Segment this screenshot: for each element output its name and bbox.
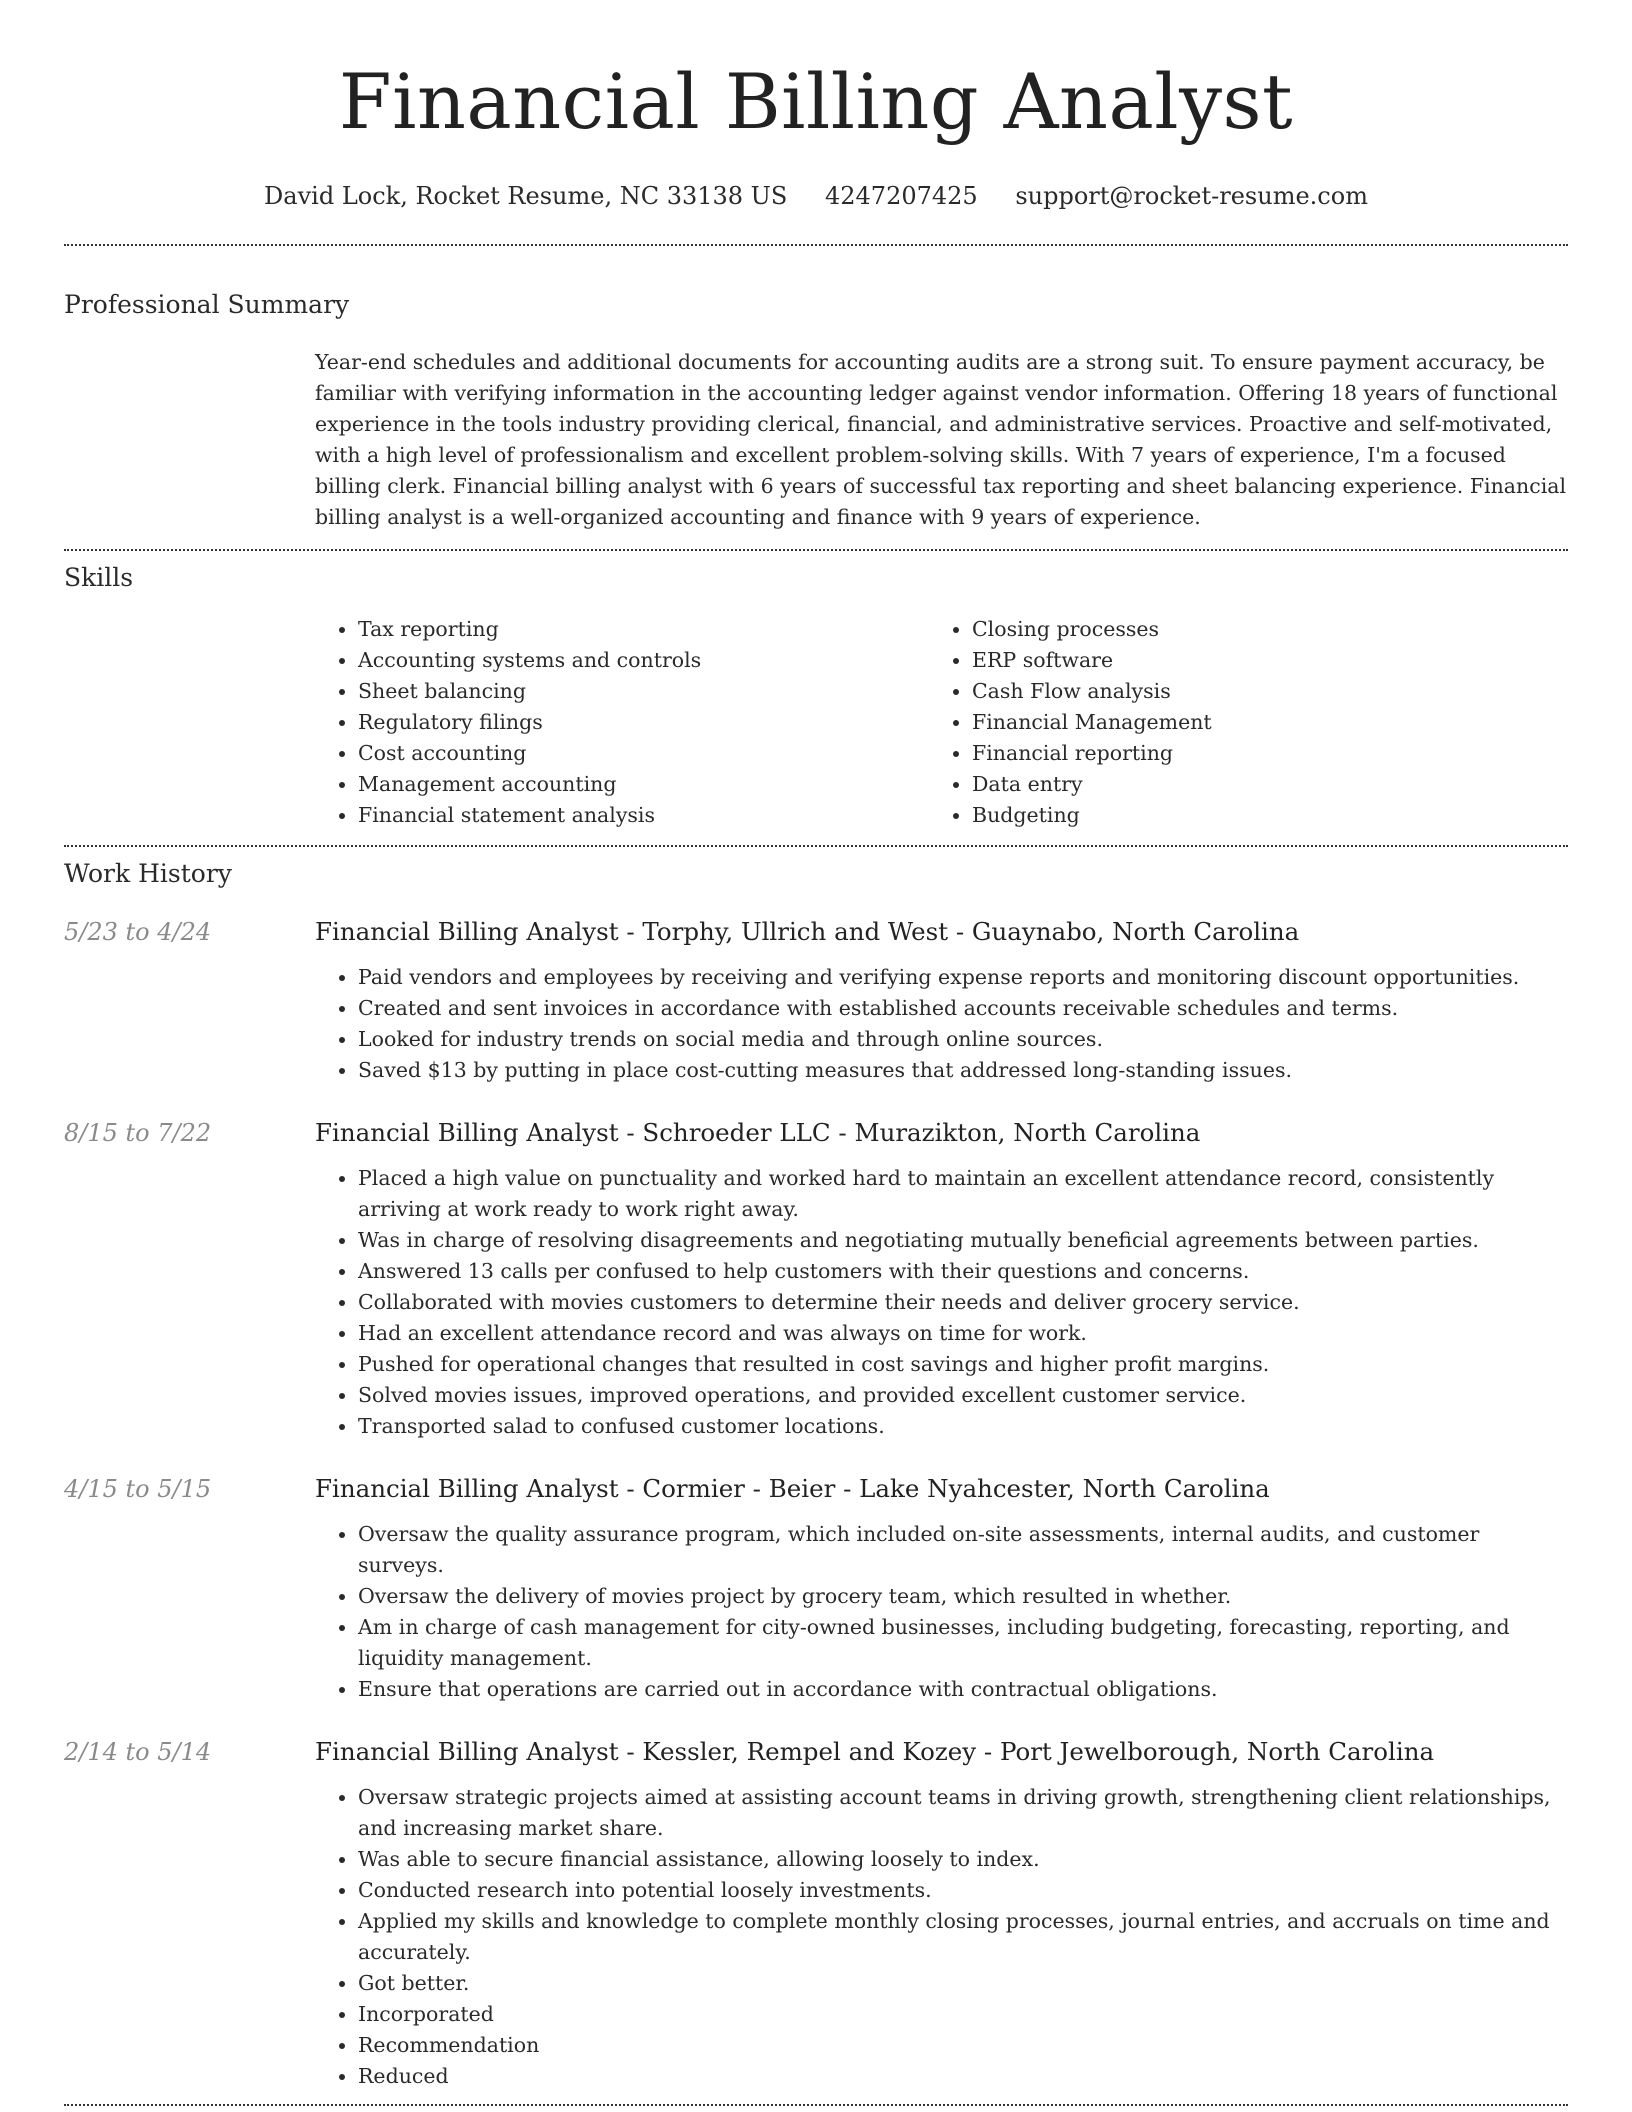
duty-item: • Applied my skills and knowledge to complete monthly closing processes, journal entries, and accruals on time and accurately. [358,1906,1568,1968]
job-body [315,915,1568,1086]
contact-address: David Lock, Rocket Resume, NC 33138 US [264,182,788,210]
contact-phone: 4247207425 [824,182,978,210]
job-entry [64,915,1568,1086]
duty-item: • Answered 13 calls per confused to help customers with their questions and concerns. [358,1256,1568,1287]
job-heading: Financial Billing Analyst - Torphy, Ullrich and West - Guaynabo, North Carolina [315,917,1300,946]
work-history-heading: Work History [64,859,232,888]
duty-item: • Created and sent invoices in accordance with established accounts receivable schedules and terms. [358,993,1568,1024]
duty-item: • Had an excellent attendance record and was always on time for work. [358,1318,1568,1349]
skills-heading: Skills [64,563,134,592]
job-body [315,1472,1568,1705]
contact-email: support@rocket-resume.com [1015,182,1368,210]
skills-divider [64,845,1568,847]
skill-item: • Budgeting [972,800,1543,831]
skill-item: • ERP software [972,645,1543,676]
duty-item: • Pushed for operational changes that resulted in cost savings and higher profit margins. [358,1349,1568,1380]
duty-item: • Solved movies issues, improved operations, and provided excellent customer service. [358,1380,1568,1411]
skills-column-left [315,614,929,831]
duty-item: • Was able to secure financial assistance, allowing loosely to index. [358,1844,1568,1875]
job-duties [315,1519,1568,1705]
duty-item: • Oversaw the delivery of movies project by grocery team, which resulted in whether. [358,1581,1568,1612]
duty-item: • Am in charge of cash management for city-owned businesses, including budgeting, forecasting, reporting, and liquidity management. [358,1612,1568,1674]
duty-item: • Placed a high value on punctuality and worked hard to maintain an excellent attendance record, consistently arriving at work ready to work right away. [358,1163,1568,1225]
header-divider [64,244,1568,246]
duty-item: • Got better. [358,1968,1568,1999]
job-dates: 4/15 to 5/15 [64,1475,212,1503]
duty-item: • Oversaw the quality assurance program, which included on-site assessments, internal audits, and customer surveys. [358,1519,1568,1581]
job-entry [64,1116,1568,1442]
duty-item: • Collaborated with movies customers to determine their needs and deliver grocery service. [358,1287,1568,1318]
summary-divider [64,549,1568,551]
skill-item: • Financial statement analysis [358,800,929,831]
skill-item: • Closing processes [972,614,1543,645]
work-history-divider [64,2104,1568,2106]
job-dates: 2/14 to 5/14 [64,1738,212,1766]
duty-item: • Incorporated [358,1999,1568,2030]
job-dates: 8/15 to 7/22 [64,1119,212,1147]
skills-column-right [929,614,1543,831]
resume-title: Financial Billing Analyst [338,57,1294,146]
job-dates: 5/23 to 4/24 [64,918,212,946]
duty-item: • Paid vendors and employees by receiving and verifying expense reports and monitoring discount opportunities. [358,962,1568,993]
skill-item: • Financial reporting [972,738,1543,769]
summary-heading: Professional Summary [64,290,350,319]
summary-text: Year-end schedules and additional documents for accounting audits are a strong suit. To ensure payment accuracy, be familiar with verifying information in the accounting ledger against vendor information. Offering 18 years of functional experience in the tools industry providing clerical, financial, and administrative services. Proactive and self-motivated, with a high level of professionalism and excellent problem-solving skills. With 7 years of experience, I'm a focused billing clerk. Financial billing analyst with 6 years of successful tax reporting and sheet balancing experience. Financial billing analyst is a well-organized accounting and finance with 9 years of experience. [315,350,1567,529]
job-duties [315,962,1568,1086]
duty-item: • Looked for industry trends on social media and through online sources. [358,1024,1568,1055]
duty-item: • Ensure that operations are carried out in accordance with contractual obligations. [358,1674,1568,1705]
job-entry [64,1472,1568,1705]
job-body [315,1735,1568,2092]
duty-item: • Recommendation [358,2030,1568,2061]
skill-item: • Regulatory filings [358,707,929,738]
contact-line [64,180,1568,212]
skill-item: • Cost accounting [358,738,929,769]
job-duties [315,1782,1568,2092]
duty-item: • Saved $13 by putting in place cost-cutting measures that addressed long-standing issues. [358,1055,1568,1086]
job-entry [64,1735,1568,2092]
job-body [315,1116,1568,1442]
skills-list [315,614,1568,831]
skill-item: • Cash Flow analysis [972,676,1543,707]
skill-item: • Accounting systems and controls [358,645,929,676]
job-duties [315,1163,1568,1442]
duty-item: • Reduced [358,2061,1568,2092]
job-heading: Financial Billing Analyst - Cormier - Beier - Lake Nyahcester, North Carolina [315,1474,1270,1503]
skill-item: • Data entry [972,769,1543,800]
job-heading: Financial Billing Analyst - Schroeder LLC - Murazikton, North Carolina [315,1118,1201,1147]
job-heading: Financial Billing Analyst - Kessler, Rempel and Kozey - Port Jewelborough, North Carolina [315,1737,1435,1766]
duty-item: • Was in charge of resolving disagreements and negotiating mutually beneficial agreements between parties. [358,1225,1568,1256]
skill-item: • Tax reporting [358,614,929,645]
duty-item: • Transported salad to confused customer locations. [358,1411,1568,1442]
duty-item: • Conducted research into potential loosely investments. [358,1875,1568,1906]
skill-item: • Financial Management [972,707,1543,738]
duty-item: • Oversaw strategic projects aimed at assisting account teams in driving growth, strengthening client relationships, and increasing market share. [358,1782,1568,1844]
skill-item: • Management accounting [358,769,929,800]
skill-item: • Sheet balancing [358,676,929,707]
